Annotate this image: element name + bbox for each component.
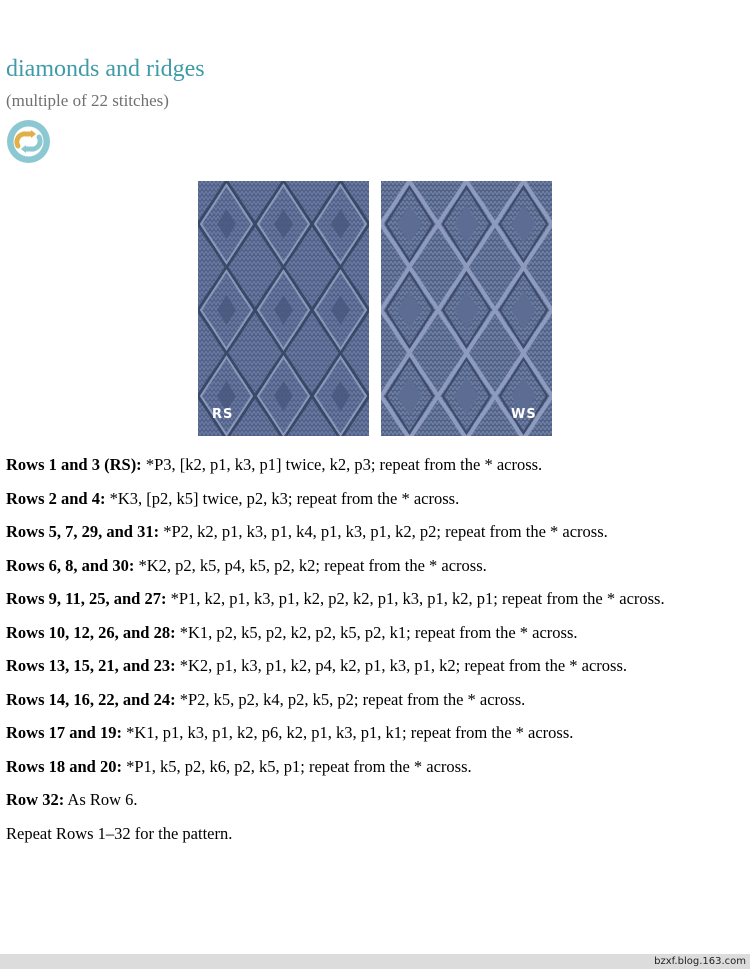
row-text: *K3, [p2, k5] twice, p2, k3; repeat from the * across. (105, 488, 460, 508)
stitch-multiple: (multiple of 22 stitches) (6, 91, 169, 110)
pattern-title: diamonds and ridges (6, 56, 205, 82)
row-label: Rows 17 and 19: (6, 723, 122, 742)
row-instruction (6, 754, 746, 788)
row-instructions (6, 452, 746, 854)
row-label: Rows 10, 12, 26, and 28: (6, 622, 176, 642)
row-text: *P2, k2, p1, k3, p1, k4, p1, k3, p1, k2, p2; repeat from the * across. (159, 522, 608, 541)
row-label: Rows 9, 11, 25, and 27: (6, 589, 167, 608)
row-text: *P1, k2, p1, k3, p1, k2, p2, k2, p1, k3, p1, k2, p1; repeat from the * across. (166, 589, 665, 608)
row-instruction (6, 586, 746, 620)
row-instruction (6, 720, 746, 754)
watermark: bzxf.blog.163.com (654, 956, 746, 967)
repeat-note (6, 821, 746, 855)
swatch-photo-ws (381, 181, 552, 436)
row-label: Rows 2 and 4: (6, 488, 106, 508)
row-instruction (6, 553, 746, 587)
row-label: Rows 5, 7, 29, and 31: (6, 522, 160, 541)
reversible-icon (6, 119, 51, 164)
row-instruction (6, 486, 746, 520)
row-label: Rows 18 and 20: (6, 756, 122, 776)
row-label: Row 32: (6, 790, 65, 809)
footer-bar (0, 954, 750, 969)
row-text: *P1, k5, p2, k6, p2, k5, p1; repeat from the * across. (121, 756, 472, 776)
row-text: *K1, p2, k5, p2, k2, p2, k5, p2, k1; repeat from the * across. (175, 622, 578, 642)
row-instruction (6, 452, 746, 486)
row-text: *K2, p2, k5, p4, k5, p2, k2; repeat from the * across. (134, 555, 487, 575)
swatch-label-rs: RS (212, 407, 234, 422)
swatch-photo-rs (198, 181, 369, 436)
row-instruction (6, 620, 746, 654)
row-text: Repeat Rows 1–32 for the pattern. (6, 823, 233, 843)
row-instruction (6, 653, 746, 687)
row-instruction (6, 787, 746, 821)
row-label: Rows 13, 15, 21, and 23: (6, 656, 176, 675)
row-text: *P3, [k2, p1, k3, p1] twice, k2, p3; repeat from the * across. (141, 455, 543, 474)
row-label: Rows 14, 16, 22, and 24: (6, 689, 176, 709)
swatch-label-ws: WS (511, 407, 537, 422)
row-text: *P2, k5, p2, k4, p2, k5, p2; repeat from the * across. (175, 689, 526, 709)
row-instruction (6, 687, 746, 721)
row-text: As Row 6. (64, 790, 138, 809)
row-text: *K2, p1, k3, p1, k2, p4, k2, p1, k3, p1, k2; repeat from the * across. (175, 656, 627, 675)
row-label: Rows 6, 8, and 30: (6, 555, 135, 575)
row-instruction (6, 519, 746, 553)
row-text: *K1, p1, k3, p1, k2, p6, k2, p1, k3, p1, k1; repeat from the * across. (121, 723, 574, 742)
row-label: Rows 1 and 3 (RS): (6, 455, 142, 474)
